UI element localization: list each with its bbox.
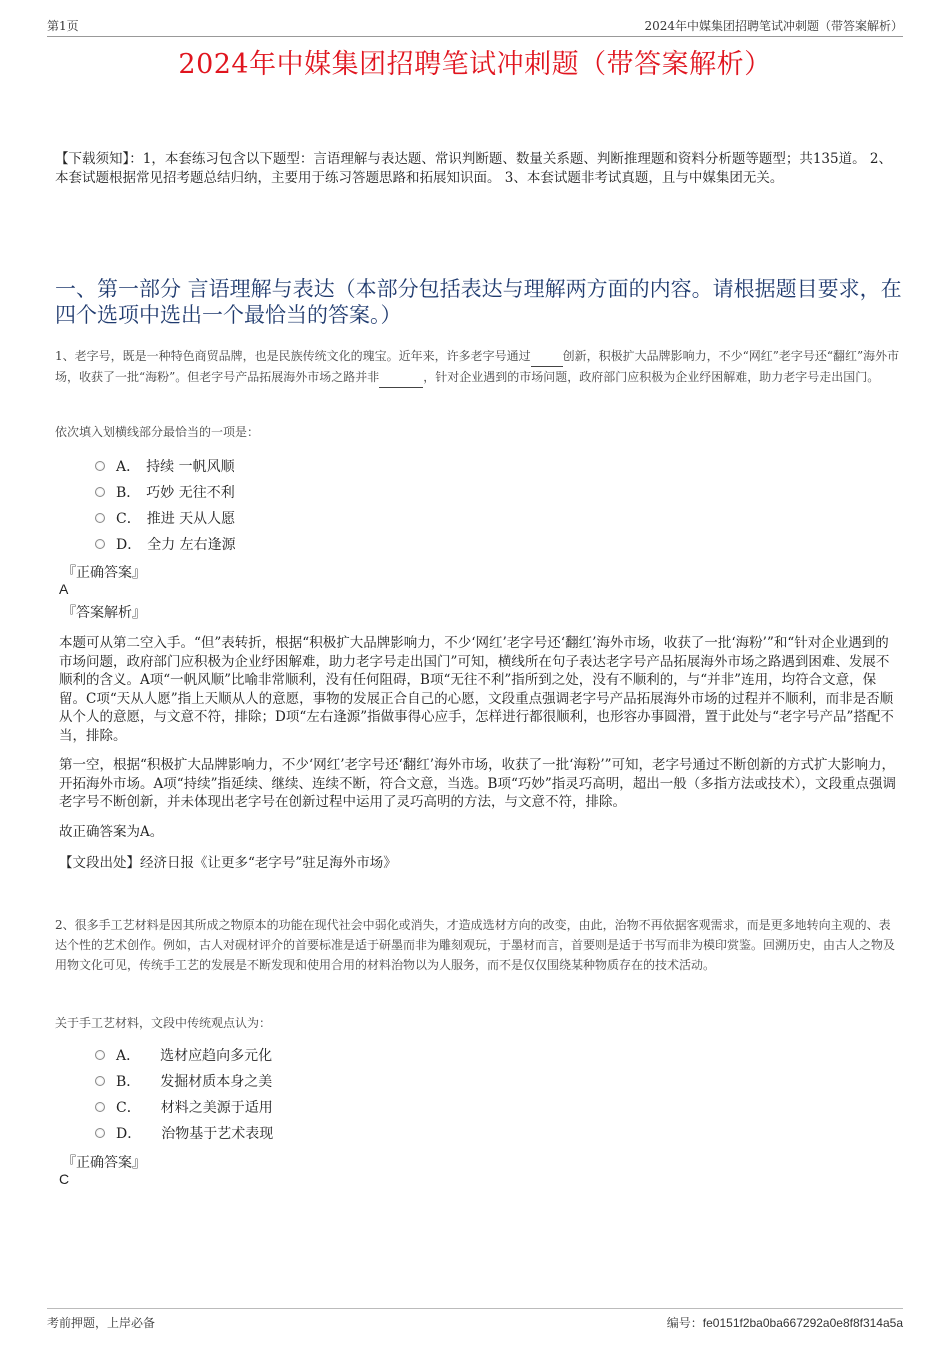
option-a[interactable]	[95, 1042, 273, 1068]
blank-2	[379, 367, 423, 388]
answer-value: C	[59, 1171, 70, 1187]
option-text: 选材应趋向多元化	[160, 1048, 273, 1064]
option-letter: B．	[116, 1074, 141, 1090]
option-letter: C．	[116, 1100, 141, 1116]
running-title: 2024年中媒集团招聘笔试冲刺题（带答案解析）	[644, 19, 903, 33]
answer-label: 『正确答案』	[62, 1155, 146, 1171]
option-text: 巧妙 无往不利	[146, 485, 235, 501]
question-1-options	[95, 453, 236, 557]
page-header	[47, 14, 903, 37]
option-text: 治物基于艺术表现	[161, 1126, 274, 1142]
section-heading: 一、第一部分 言语理解与表达（本部分包括表达与理解两方面的内容。请根据题目要求，在四个选项中选出一个最恰当的答案。）	[55, 277, 902, 327]
question-2-options	[95, 1042, 273, 1146]
page-number: 第1页	[47, 19, 79, 33]
question-2-text: 2、很多手工艺材料是因其所成之物原本的功能在现代社会中弱化或消失，才造成选材方向的改变，由此，治物不再依据客观需求，而是更多地转向主观的、表达个性的艺术创作。例如，古人对砚材评介的首要标准是适于研墨而非为雕刻观玩，于墨材而言，首要则是适于书写而非为模印赏鉴。回溯历史，由古人之物及用物文化可见，传统手工艺的发展是不断发现和使用合用的材料治物以为人服务，而不是仅仅围绕某种物质存在的技术活动。	[55, 918, 896, 972]
footer-slogan: 考前押题，上岸必备	[47, 1316, 156, 1330]
radio-icon[interactable]	[95, 461, 105, 471]
analysis-body	[59, 634, 899, 873]
radio-icon[interactable]	[95, 487, 105, 497]
option-c[interactable]	[95, 1094, 273, 1120]
answer-value: A	[59, 581, 69, 597]
radio-icon[interactable]	[95, 1050, 105, 1060]
option-b[interactable]	[95, 479, 236, 505]
option-letter: D．	[116, 537, 142, 553]
serial-label: 编号：	[666, 1316, 703, 1330]
option-text: 持续 一帆风顺	[146, 459, 235, 475]
radio-icon[interactable]	[95, 539, 105, 549]
blank-1	[531, 346, 563, 367]
analysis-paragraph-2: 第一空，根据“积极扩大品牌影响力，不少‘网红’老字号还‘翻红’海外市场，收获了一批‘海粉’”可知，老字号通过不断创新的方式扩大影响力，开拓海外市场。A项“持续”指延续、继续、连续不断，符合文意，当选。B项“巧妙”指灵巧高明，超出一般（多指方法或技术），文段重点强调老字号不断创新，并未体现出老字号在创新过程中运用了灵巧高明的方法，与文意不符，排除。	[59, 757, 897, 810]
option-letter: A．	[116, 1048, 141, 1064]
answer-label: 『正确答案』	[62, 565, 146, 581]
option-text: 全力 左右逢源	[147, 537, 236, 553]
document-serial	[667, 1314, 903, 1331]
radio-icon[interactable]	[95, 1128, 105, 1138]
option-c[interactable]	[95, 505, 236, 531]
question-2-prompt: 关于手工艺材料，文段中传统观点认为：	[55, 1016, 272, 1030]
option-d[interactable]	[95, 1120, 273, 1146]
radio-icon[interactable]	[95, 513, 105, 523]
option-a[interactable]	[95, 453, 236, 479]
question-1-text-part-1: 1、老字号，既是一种特色商贸品牌，也是民族传统文化的瑰宝。近年来，许多老字号通过	[55, 349, 531, 363]
option-letter: A．	[116, 459, 141, 475]
option-letter: B．	[116, 485, 141, 501]
radio-icon[interactable]	[95, 1076, 105, 1086]
analysis-conclusion: 故正确答案为A。	[59, 823, 164, 840]
analysis-label: 『答案解析』	[62, 605, 146, 621]
document-title: 2024年中媒集团招聘笔试冲刺题（带答案解析）	[178, 49, 772, 80]
option-text: 发掘材质本身之美	[160, 1074, 273, 1090]
page-footer	[47, 1308, 903, 1331]
option-letter: D．	[116, 1126, 142, 1142]
radio-icon[interactable]	[95, 1102, 105, 1112]
option-text: 推进 天从人愿	[146, 511, 236, 527]
question-1-prompt: 依次填入划横线部分最恰当的一项是：	[55, 425, 260, 439]
download-notice: 【下载须知】：1，本套练习包含以下题型：言语理解与表达题、常识判断题、数量关系题、判断推理题和资料分析题等题型；共135道。 2、本套试题根据常见招考题总结归纳，主要用于练习答题思路和拓展知识面。 3、本套试题非考试真题，且与中媒集团无关。	[55, 151, 892, 186]
analysis-source: 【文段出处】经济日报《让更多“老字号”驻足海外市场》	[59, 855, 397, 871]
option-b[interactable]	[95, 1068, 273, 1094]
option-d[interactable]	[95, 531, 236, 557]
question-1-text-part-3: ，针对企业遇到的市场问题，政府部门应积极为企业纾困解难，助力老字号走出国门。	[423, 370, 880, 384]
option-letter: C．	[116, 511, 141, 527]
analysis-paragraph-1: 本题可从第二空入手。“但”表转折，根据“积极扩大品牌影响力，不少‘网红’老字号还‘翻红’海外市场，收获了一批‘海粉’”和“针对企业遇到的市场问题，政府部门应积极为企业纾困解难，助力老字号走出国门”可知，横线所在句子表达老字号产品拓展海外市场之路遇到困难、发展不顺利的含义。A项“一帆风顺”比喻非常顺利，没有任何阻碍，B项“无往不利”指所到之处，没有不顺利的，与“并非”连用，均符合文意，保留。C项“天从人愿”指上天顺从人的意愿，事物的发展正合自己的心愿，文段重点强调老字号产品拓展海外市场的过程并不顺利，而非是否顺从个人的意愿，与文意不符，排除；D项“左右逢源”指做事得心应手，怎样进行都很顺利，也形容办事圆滑，置于此处与“老字号产品”搭配不当，排除。	[59, 635, 894, 744]
question-1-text-part-2: 创新，积极扩大品牌影响力，不少“网红”老字号还“翻红”海外市场，收获了一批“海粉”。但老字号产品拓展海外市场之路并非	[55, 349, 900, 384]
question-1-text	[55, 346, 900, 388]
serial-value: fe0151f2ba0ba667292a0e8f8f314a5a	[702, 1316, 903, 1330]
option-text: 材料之美源于适用	[160, 1100, 273, 1116]
